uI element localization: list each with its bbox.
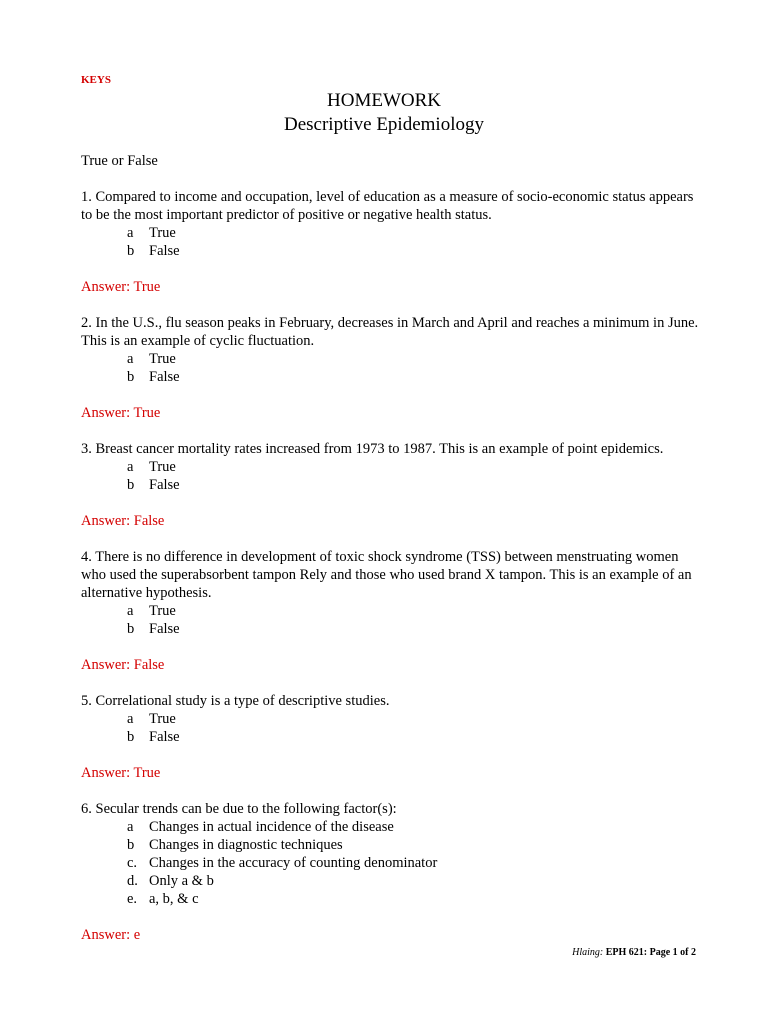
option-list xyxy=(81,602,706,638)
option-text: Changes in the accuracy of counting denominator xyxy=(149,855,438,871)
question-list xyxy=(81,152,706,944)
option-text: False xyxy=(149,477,180,493)
footer-course: EPH 621: xyxy=(605,947,648,958)
option-text: True xyxy=(149,459,176,475)
question-block xyxy=(81,692,706,782)
option-letter: a xyxy=(127,459,134,475)
questions-container xyxy=(81,188,706,944)
option-text: Changes in diagnostic techniques xyxy=(149,837,343,853)
answer-text: Answer: True xyxy=(81,405,161,421)
option-letter: e. xyxy=(127,891,138,907)
option-list xyxy=(81,224,706,260)
option-letter: b xyxy=(127,621,135,637)
option-text: False xyxy=(149,729,180,745)
answer-text: Answer: True xyxy=(81,279,161,295)
document-title: HOMEWORK xyxy=(327,90,441,111)
option-text: a, b, & c xyxy=(149,891,199,907)
option-item xyxy=(127,890,706,908)
option-text: True xyxy=(149,711,176,727)
question-text: 1. Compared to income and occupation, level of education as a measure of socio-economic status appears to be the most important predictor of positive or negative health status. xyxy=(81,189,694,223)
question-text: 3. Breast cancer mortality rates increased from 1973 to 1987. This is an example of point epidemics. xyxy=(81,441,664,457)
document-subtitle: Descriptive Epidemiology xyxy=(284,114,484,135)
option-item xyxy=(127,620,706,638)
answer-text: Answer: e xyxy=(81,927,141,943)
option-item xyxy=(127,710,706,728)
option-text: False xyxy=(149,243,180,259)
question-text: 5. Correlational study is a type of descriptive studies. xyxy=(81,693,390,709)
option-item xyxy=(127,872,706,890)
option-list xyxy=(81,818,706,908)
option-item xyxy=(127,818,706,836)
option-text: True xyxy=(149,225,176,241)
answer-text: Answer: False xyxy=(81,513,165,529)
option-item xyxy=(127,728,706,746)
option-letter: a xyxy=(127,603,134,619)
option-list xyxy=(81,458,706,494)
option-text: True xyxy=(149,351,176,367)
question-text: 6. Secular trends can be due to the following factor(s): xyxy=(81,801,397,817)
option-letter: a xyxy=(127,819,134,835)
option-text: Only a & b xyxy=(149,873,214,889)
keys-label: KEYS xyxy=(81,74,111,86)
question-block xyxy=(81,548,706,674)
option-letter: a xyxy=(127,711,134,727)
footer-author: Hlaing: xyxy=(572,947,604,958)
option-item xyxy=(127,368,706,386)
option-letter: d. xyxy=(127,873,138,889)
option-letter: c. xyxy=(127,855,138,871)
question-text: 4. There is no difference in development of toxic shock syndrome (TSS) between menstruating women who used the superabsorbent tampon Rely and those who used brand X tampon. This is an example of an alternative hypothesis. xyxy=(81,549,692,601)
option-item xyxy=(127,350,706,368)
option-letter: b xyxy=(127,369,135,385)
option-letter: b xyxy=(127,837,135,853)
question-text: 2. In the U.S., flu season peaks in February, decreases in March and April and reaches a minimum in June. This is an example of cyclic fluctuation. xyxy=(81,315,699,349)
question-block xyxy=(81,314,706,422)
option-letter: b xyxy=(127,729,135,745)
page-footer xyxy=(572,947,696,958)
option-text: False xyxy=(149,369,180,385)
question-block xyxy=(81,800,706,944)
option-list xyxy=(81,350,706,386)
option-text: False xyxy=(149,621,180,637)
option-list xyxy=(81,710,706,746)
option-item xyxy=(127,602,706,620)
footer-page-number: Page 1 of 2 xyxy=(649,947,696,958)
option-item xyxy=(127,854,706,872)
answer-text: Answer: True xyxy=(81,765,161,781)
question-block xyxy=(81,440,706,530)
option-item xyxy=(127,224,706,242)
question-block xyxy=(81,188,706,296)
option-item xyxy=(127,476,706,494)
option-item xyxy=(127,458,706,476)
answer-text: Answer: False xyxy=(81,657,165,673)
section-label: True or False xyxy=(81,153,158,169)
option-text: Changes in actual incidence of the disease xyxy=(149,819,394,835)
option-letter: b xyxy=(127,477,135,493)
option-item xyxy=(127,836,706,854)
option-letter: b xyxy=(127,243,135,259)
option-letter: a xyxy=(127,351,134,367)
option-item xyxy=(127,242,706,260)
option-text: True xyxy=(149,603,176,619)
option-letter: a xyxy=(127,225,134,241)
